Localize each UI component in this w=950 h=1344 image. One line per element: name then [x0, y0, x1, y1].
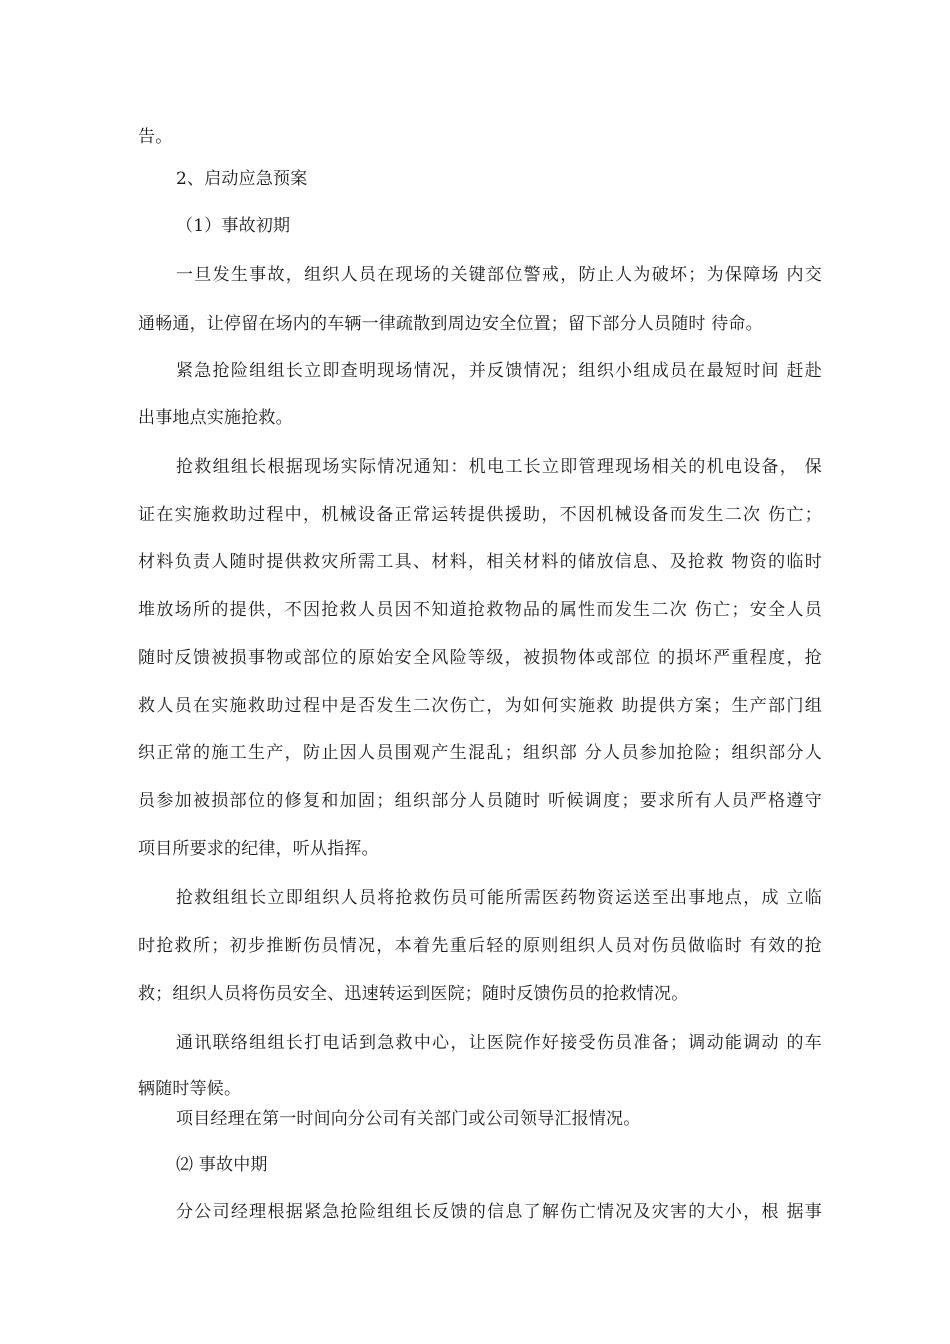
paragraph-line: 出事地点实施抢救。 [138, 408, 293, 428]
paragraph-line: 救；组织人员将伤员安全、迅速转运到医院；随时反馈伤员的抢救情况。 [138, 984, 689, 1004]
subsection-heading: （1）事故初期 [176, 216, 291, 236]
paragraph-line: 分公司经理根据紧急抢险组组长反馈的信息了解伤亡情况及灾害的大小，根 据事 [176, 1202, 822, 1222]
paragraph-line: 堆放场所的提供，不因抢救人员因不知道抢救物品的属性而发生二次 伤亡；安全人员 [138, 600, 822, 620]
paragraph-line: 员参加被损部位的修复和加固；组织部分人员随时 听候调度；要求所有人员严格遵守 [138, 791, 822, 811]
paragraph-line: 材料负责人随时提供救灾所需工具、材料，相关材料的储放信息、及抢救 物资的临时 [138, 552, 822, 572]
paragraph-line: 救人员在实施救助过程中是否发生二次伤亡，为如何实施救 助提供方案；生产部门组 [138, 696, 822, 716]
paragraph-line: 项目所要求的纪律，听从指挥。 [138, 839, 379, 859]
paragraph-line: 辆随时等候。 [138, 1079, 242, 1099]
section-heading: 2、启动应急预案 [176, 169, 308, 189]
paragraph-line: 织正常的施工生产，防止因人员围观产生混乱；组织部 分人员参加抢险；组织部分人 [138, 743, 822, 763]
paragraph-line: 抢救组组长根据现场实际情况通知：机电工长立即管理现场相关的机电设备， 保 [176, 457, 822, 477]
text-line: 告。 [138, 127, 173, 147]
paragraph-line: 时抢救所；初步推断伤员情况，本着先重后轻的原则组织人员对伤员做临时 有效的抢 [138, 936, 822, 956]
paragraph-line: 紧急抢险组组长立即查明现场情况，并反馈情况；组织小组成员在最短时间 赶赴 [176, 361, 822, 381]
paragraph-line: 通讯联络组组长打电话到急救中心，让医院作好接受伤员准备；调动能调动 的车 [176, 1033, 822, 1053]
paragraph-line: 抢救组组长立即组织人员将抢救伤员可能所需医药物资运送至出事地点，成 立临 [176, 888, 822, 908]
paragraph-line: 通畅通，让停留在场内的车辆一律疏散到周边安全位置；留下部分人员随时 待命。 [138, 314, 763, 334]
paragraph-line: 一旦发生事故，组织人员在现场的关键部位警戒，防止人为破坏；为保障场 内交 [176, 265, 822, 285]
subsection-heading: ⑵ 事故中期 [176, 1155, 268, 1175]
paragraph-line: 随时反馈被损事物或部位的原始安全风险等级，被损物体或部位 的损坏严重程度，抢 [138, 648, 822, 668]
paragraph-line: 证在实施救助过程中，机械设备正常运转提供援助，不因机械设备而发生二次 伤亡； [138, 505, 822, 525]
paragraph-line: 项目经理在第一时间向分公司有关部门或公司领导汇报情况。 [176, 1109, 641, 1129]
